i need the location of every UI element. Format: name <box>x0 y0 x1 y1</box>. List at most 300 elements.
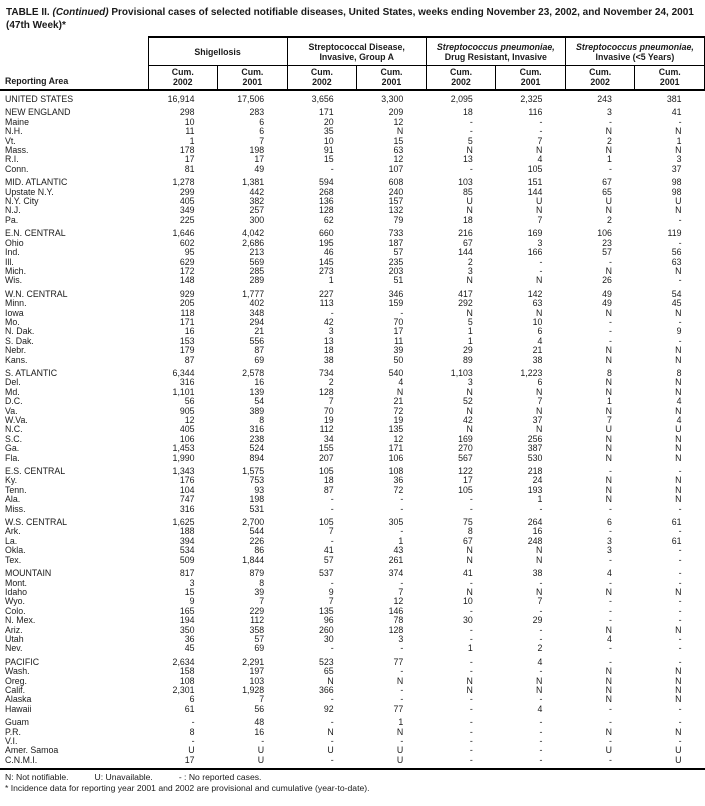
value-cell: - <box>330 643 334 654</box>
value-cell: N <box>675 205 682 216</box>
value-cell: - <box>609 577 612 588</box>
reporting-area-cell: Amer. Samoa <box>5 746 59 756</box>
value-cell: 7 <box>607 415 612 425</box>
value-cell: 381 <box>666 94 682 104</box>
value-cell: 3 <box>607 535 612 546</box>
value-cell: 531 <box>249 503 265 514</box>
value-cell: 72 <box>393 484 404 495</box>
value-cell: 78 <box>393 615 404 626</box>
value-cell: - <box>678 717 682 728</box>
value-cell: 349 <box>179 205 195 216</box>
value-cell: 48 <box>254 717 265 728</box>
value-cell: - <box>678 643 682 654</box>
value-cell: 7 <box>328 396 334 407</box>
value-cell: 1 <box>189 135 195 146</box>
value-cell: 929 <box>179 288 195 299</box>
value-cell: 733 <box>388 228 404 239</box>
value-cell: 300 <box>249 214 265 225</box>
value-cell: N <box>466 386 473 397</box>
value-cell: - <box>400 684 404 695</box>
value-cell: 7 <box>259 694 265 705</box>
region-total-row <box>0 565 705 578</box>
value-cell: - <box>400 503 404 514</box>
value-cell: N <box>605 443 612 454</box>
value-cell: 36 <box>393 475 404 486</box>
value-cell: 4,042 <box>242 228 265 239</box>
value-cell: - <box>678 316 682 327</box>
table-row <box>0 397 705 406</box>
group-label: Shigellosis <box>194 46 241 57</box>
value-cell: - <box>539 605 543 616</box>
table-row <box>0 137 705 146</box>
value-cell: - <box>539 717 543 728</box>
value-cell: 213 <box>249 247 265 258</box>
value-cell: 534 <box>179 545 195 556</box>
value-cell: 299 <box>179 186 195 197</box>
value-cell: 1 <box>467 335 473 346</box>
reporting-area-cell: PACIFIC <box>5 656 40 667</box>
value-cell: 4 <box>537 703 543 714</box>
value-cell: 257 <box>249 205 265 216</box>
reporting-area-cell: MOUNTAIN <box>5 568 52 579</box>
value-cell: - <box>678 545 682 556</box>
value-cell: 63 <box>532 298 543 309</box>
value-cell: - <box>330 754 334 765</box>
value-cell: 1 <box>467 643 473 654</box>
value-cell: U <box>188 745 195 756</box>
reporting-area-cell: S.C. <box>5 434 23 444</box>
value-cell: 172 <box>179 265 195 276</box>
value-cell: 10 <box>463 596 473 607</box>
value-cell: 6,344 <box>172 367 195 378</box>
value-cell: 91 <box>323 145 334 156</box>
value-cell: 16,914 <box>167 94 195 104</box>
value-cell: 12 <box>393 596 404 607</box>
region-total-row <box>0 654 705 667</box>
value-cell: 6 <box>189 694 195 705</box>
value-cell: 602 <box>179 237 195 248</box>
value-cell: 63 <box>671 256 682 267</box>
value-cell: N <box>327 675 334 686</box>
value-cell: - <box>609 615 612 626</box>
value-cell: 7 <box>259 135 265 146</box>
reporting-area-cell: W.N. CENTRAL <box>5 288 68 299</box>
value-cell: 16 <box>184 326 195 337</box>
value-cell: 3 <box>607 545 612 556</box>
value-cell: - <box>678 568 682 579</box>
value-cell: 264 <box>527 517 543 528</box>
value-cell: N <box>536 205 543 216</box>
table-row <box>0 118 705 127</box>
value-cell: 203 <box>388 265 404 276</box>
value-cell: N <box>605 666 612 677</box>
table-row <box>0 677 705 686</box>
value-cell: 63 <box>393 145 404 156</box>
value-cell: N <box>675 694 682 705</box>
value-cell: N <box>605 405 612 416</box>
value-cell: 119 <box>667 228 682 239</box>
value-cell: - <box>609 526 612 537</box>
legend-no-reported-cases: - : No reported cases. <box>178 772 262 783</box>
value-cell: 10 <box>323 135 334 146</box>
value-cell: 289 <box>249 275 265 286</box>
value-cell: 2 <box>467 256 473 267</box>
value-cell: 39 <box>254 586 265 597</box>
value-cell: 118 <box>180 307 195 318</box>
table-row <box>0 407 705 416</box>
value-cell: 243 <box>597 94 612 104</box>
table-row <box>0 165 705 174</box>
value-cell: N <box>675 624 682 635</box>
value-cell: 248 <box>527 535 543 546</box>
value-cell: 16 <box>532 526 543 537</box>
value-cell: 51 <box>393 275 404 286</box>
value-cell: - <box>469 656 473 667</box>
value-cell: - <box>400 526 404 537</box>
value-cell: - <box>678 466 682 477</box>
value-cell: N <box>605 265 612 276</box>
reporting-area-cell: MID. ATLANTIC <box>5 177 68 188</box>
table-row <box>0 155 705 164</box>
value-cell: 8 <box>189 726 195 737</box>
table-bottom-rule <box>0 768 705 770</box>
value-cell: 405 <box>179 196 195 207</box>
value-cell: U <box>605 424 612 435</box>
value-cell: 179 <box>179 345 195 356</box>
value-cell: - <box>330 694 334 705</box>
reporting-area-cell: UNITED STATES <box>5 94 74 104</box>
value-cell: 9 <box>676 326 682 337</box>
value-cell: - <box>609 596 612 607</box>
reporting-area-cell: Upstate N.Y. <box>5 187 54 197</box>
value-cell: 4 <box>676 415 682 425</box>
region-total-row <box>0 174 705 187</box>
value-cell: 135 <box>388 424 404 435</box>
value-cell: 42 <box>323 316 334 327</box>
table-row <box>0 454 705 463</box>
value-cell: 629 <box>179 256 195 267</box>
value-cell: - <box>539 256 543 267</box>
group-header-shigellosis <box>148 37 287 66</box>
table-title-prefix: TABLE II. <box>6 7 53 18</box>
value-cell: 734 <box>319 367 334 378</box>
reporting-area-cell: Ohio <box>5 238 24 248</box>
table-row <box>0 505 705 514</box>
value-cell: - <box>469 754 473 765</box>
value-cell: 16 <box>254 726 265 737</box>
value-cell: N <box>675 265 682 276</box>
value-cell: U <box>675 424 682 435</box>
value-cell: 49 <box>602 298 612 309</box>
table-row <box>0 527 705 536</box>
value-cell: N <box>466 545 473 556</box>
value-cell: N <box>675 307 682 318</box>
reporting-area-cell: Pa. <box>5 215 19 225</box>
value-cell: - <box>539 633 543 644</box>
region-total-row <box>0 90 705 104</box>
value-cell: 29 <box>532 615 543 626</box>
value-cell: U <box>605 196 612 207</box>
value-cell: - <box>469 494 473 505</box>
value-cell: 93 <box>254 484 265 495</box>
value-cell: 77 <box>393 703 404 714</box>
value-cell: N <box>605 684 612 695</box>
value-cell: 417 <box>458 288 473 299</box>
value-cell: - <box>609 503 612 514</box>
value-cell: N <box>466 554 473 565</box>
reporting-area-cell: R.I. <box>5 155 19 165</box>
value-cell: N <box>605 484 612 495</box>
value-cell: 9 <box>328 586 334 597</box>
value-cell: - <box>400 494 404 505</box>
group-header-row <box>0 37 705 66</box>
value-cell: 2,578 <box>242 367 265 378</box>
table-row <box>0 756 705 765</box>
value-cell: N <box>605 345 612 356</box>
table-row <box>0 626 705 635</box>
value-cell: 42 <box>463 415 473 425</box>
value-cell: - <box>191 717 195 728</box>
value-cell: - <box>469 736 473 746</box>
value-cell: 1,278 <box>172 177 195 188</box>
value-cell: 112 <box>319 424 334 435</box>
table-row <box>0 537 705 546</box>
value-cell: N <box>675 443 682 454</box>
reporting-area-cell: D.C. <box>5 397 23 407</box>
value-cell: 4 <box>398 377 404 388</box>
reporting-area-cell: Fla. <box>5 453 20 463</box>
value-cell: 305 <box>388 517 404 528</box>
value-cell: 195 <box>319 237 334 248</box>
value-cell: 198 <box>249 145 265 156</box>
value-cell: - <box>609 656 612 667</box>
table-row <box>0 435 705 444</box>
value-cell: N <box>536 684 543 695</box>
value-cell: 1,453 <box>172 443 195 454</box>
value-cell: N <box>605 726 612 737</box>
value-cell: 77 <box>393 656 404 667</box>
value-cell: - <box>678 577 682 588</box>
table-row <box>0 276 705 285</box>
value-cell: 530 <box>527 452 543 463</box>
value-cell: 225 <box>179 214 195 225</box>
table-row <box>0 444 705 453</box>
value-cell: 12 <box>393 116 404 127</box>
value-cell: 556 <box>249 335 265 346</box>
value-cell: 98 <box>671 186 682 197</box>
value-cell: 12 <box>184 415 195 425</box>
value-cell: 86 <box>254 545 265 556</box>
table-title-continued: (Continued) <box>52 7 109 18</box>
table-row <box>0 495 705 504</box>
table-row <box>0 579 705 588</box>
value-cell: 1 <box>607 396 612 407</box>
value-cell: 171 <box>179 316 195 327</box>
value-cell: 56 <box>184 396 195 407</box>
value-cell: - <box>469 605 473 616</box>
value-cell: 7 <box>328 596 334 607</box>
table-row <box>0 635 705 644</box>
value-cell: 171 <box>319 107 334 118</box>
table-row <box>0 546 705 555</box>
value-cell: 56 <box>254 703 265 714</box>
reporting-area-cell: Mo. <box>5 317 20 327</box>
region-total-row <box>0 514 705 527</box>
region-total-row <box>0 463 705 476</box>
table-row <box>0 127 705 136</box>
value-cell: N <box>466 145 473 156</box>
value-cell: 69 <box>254 354 265 365</box>
value-cell: - <box>330 577 334 588</box>
value-cell: N <box>605 494 612 505</box>
value-cell: 389 <box>249 405 265 416</box>
reporting-area-cell: Ala. <box>5 495 21 505</box>
value-cell: 75 <box>463 517 473 528</box>
value-cell: N <box>605 307 612 318</box>
value-cell: - <box>539 726 543 737</box>
value-cell: 2,325 <box>520 94 543 104</box>
value-cell: N <box>396 726 404 737</box>
value-cell: N <box>536 145 543 156</box>
reporting-area-cell: E.N. CENTRAL <box>5 228 66 239</box>
reporting-area-cell: Idaho <box>5 587 28 597</box>
value-cell: 348 <box>249 307 265 318</box>
reporting-area-cell: Mont. <box>5 578 28 588</box>
value-cell: - <box>678 703 682 714</box>
value-cell: 26 <box>602 275 612 286</box>
value-cell: 366 <box>319 684 334 695</box>
value-cell: 235 <box>388 256 404 267</box>
value-cell: N <box>536 545 543 556</box>
value-cell: N <box>396 386 404 397</box>
value-cell: - <box>678 214 682 225</box>
value-cell: 1 <box>607 154 612 165</box>
value-cell: 23 <box>602 237 612 248</box>
value-cell: - <box>609 466 612 477</box>
value-cell: 1,844 <box>242 554 265 565</box>
value-cell: N <box>466 405 473 416</box>
reporting-area-cell: Oreg. <box>5 676 28 686</box>
reporting-area-cell: W.Va. <box>5 416 28 425</box>
value-cell: - <box>400 577 404 588</box>
value-cell: 67 <box>602 177 612 188</box>
value-cell: 29 <box>463 345 473 356</box>
value-cell: 1 <box>467 326 473 337</box>
value-cell: 6 <box>537 326 543 337</box>
value-cell: 1,928 <box>242 684 265 695</box>
value-cell: 569 <box>249 256 265 267</box>
value-cell: 268 <box>319 186 334 197</box>
value-cell: 3 <box>467 265 473 276</box>
value-cell: 2,634 <box>172 656 195 667</box>
value-cell: 6 <box>607 517 612 528</box>
group-label: Streptococcus pneumoniae, <box>576 41 694 52</box>
value-cell: 46 <box>323 247 334 258</box>
table-row <box>0 299 705 308</box>
value-cell: 70 <box>393 316 404 327</box>
value-cell: - <box>539 666 543 677</box>
value-cell: 65 <box>602 186 612 197</box>
value-cell: - <box>330 535 334 546</box>
value-cell: N <box>466 684 473 695</box>
value-cell: 69 <box>254 643 265 654</box>
value-cell: 67 <box>463 237 473 248</box>
reporting-area-cell: Tenn. <box>5 485 27 495</box>
reporting-area-cell: C.N.M.I. <box>5 755 38 765</box>
value-cell: N <box>675 586 682 597</box>
value-cell: 270 <box>458 443 473 454</box>
value-cell: 260 <box>319 624 334 635</box>
value-cell: 95 <box>184 247 195 258</box>
value-cell: 106 <box>597 228 612 239</box>
value-cell: 12 <box>393 433 404 444</box>
table-row <box>0 356 705 365</box>
value-cell: 128 <box>388 624 404 635</box>
value-cell: N <box>536 405 543 416</box>
value-cell: 54 <box>254 396 265 407</box>
value-cell: 5 <box>467 135 473 146</box>
value-cell: - <box>678 275 682 286</box>
value-cell: - <box>330 163 334 174</box>
value-cell: - <box>330 503 334 514</box>
value-cell: 187 <box>388 237 404 248</box>
value-cell: 45 <box>671 298 682 309</box>
value-cell: 67 <box>463 535 473 546</box>
value-cell: 7 <box>537 135 543 146</box>
value-cell: 30 <box>323 633 334 644</box>
value-cell: 608 <box>388 177 404 188</box>
reporting-area-cell: Miss. <box>5 504 26 514</box>
value-cell: 38 <box>532 354 543 365</box>
value-cell: 106 <box>388 452 404 463</box>
reporting-area-header: Reporting Area <box>0 37 148 90</box>
reporting-area-cell: N.H. <box>5 127 23 137</box>
value-cell: 198 <box>249 494 265 505</box>
reporting-area-cell: Del. <box>5 378 21 388</box>
value-cell: 4 <box>537 656 543 667</box>
value-cell: - <box>469 126 473 137</box>
value-cell: 79 <box>393 214 404 225</box>
value-cell: - <box>609 717 612 728</box>
value-cell: 358 <box>249 624 265 635</box>
subheader-cum-2001: Cum. 2001 <box>218 66 288 91</box>
value-cell: - <box>678 503 682 514</box>
region-total-row <box>0 104 705 117</box>
value-cell: N <box>536 386 543 397</box>
table-row <box>0 216 705 225</box>
value-cell: 753 <box>249 475 265 486</box>
reporting-area-cell: Guam <box>5 717 29 728</box>
table-row <box>0 146 705 155</box>
value-cell: - <box>261 736 265 746</box>
reporting-area-cell: N.J. <box>5 206 21 216</box>
table-row <box>0 197 705 206</box>
value-cell: 116 <box>528 107 543 118</box>
table-row <box>0 737 705 746</box>
value-cell: 594 <box>319 177 334 188</box>
value-cell: 2,291 <box>242 656 265 667</box>
value-cell: N <box>466 275 473 286</box>
subheader-cum-2002: Cum. 2002 <box>287 66 357 91</box>
value-cell: 62 <box>323 214 334 225</box>
value-cell: 524 <box>249 443 265 454</box>
group-label: Streptococcal Disease, <box>308 41 405 52</box>
value-cell: 132 <box>388 205 404 216</box>
value-cell: 394 <box>179 535 195 546</box>
value-cell: 13 <box>323 335 334 346</box>
value-cell: 905 <box>179 405 195 416</box>
value-cell: N <box>675 475 682 486</box>
